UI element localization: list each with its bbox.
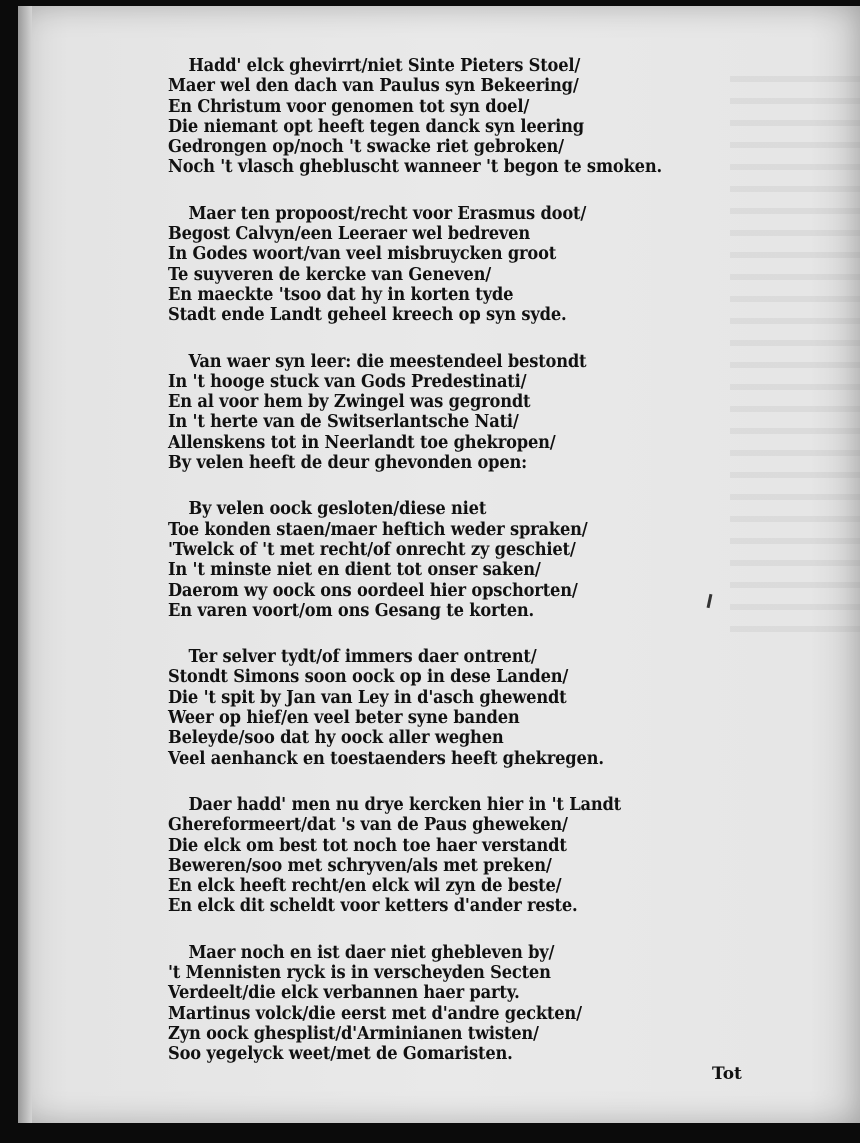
verse-line: Van waer syn leer: die meestendeel bestondt bbox=[188, 351, 587, 372]
verse-line: En Christum voor genomen tot syn doel/ bbox=[168, 96, 530, 117]
verse-line: Maer ten propoost/recht voor Erasmus doot/ bbox=[188, 203, 587, 224]
verse-line: Weer op hief/en veel beter syne banden bbox=[168, 708, 520, 729]
show-through-text bbox=[730, 76, 860, 636]
verse-line: In 't herte van de Switserlantsche Nati/ bbox=[168, 412, 519, 433]
verse-line: Maer noch en ist daer niet ghebleven by/ bbox=[188, 942, 555, 963]
verse-line: Te suyveren de kercke van Geneven/ bbox=[168, 264, 491, 285]
stanza-2 bbox=[168, 204, 728, 326]
verse-line: Die 't spit by Jan van Ley in d'asch ghewendt bbox=[168, 687, 567, 708]
verse-line: En varen voort/om ons Gesang te korten. bbox=[168, 600, 534, 621]
verse-line: Die niemant opt heeft tegen danck syn leering bbox=[168, 116, 584, 137]
verse-line: Hadd' elck ghevirrt/niet Sinte Pieters Stoel/ bbox=[188, 56, 581, 76]
verse-line: Allenskens tot in Neerlandt toe ghekropen/ bbox=[168, 432, 556, 453]
verse-line: Verdeelt/die elck verbannen haer party. bbox=[168, 983, 520, 1004]
verse-line: Toe konden staen/maer heftich weder spraken/ bbox=[168, 519, 588, 540]
stanza-1 bbox=[168, 56, 728, 178]
verse-line: En al voor hem by Zwingel was gegrondt bbox=[168, 392, 531, 413]
verse-line: En maeckte 'tsoo dat hy in korten tyde bbox=[168, 284, 514, 305]
verse-line: En elck dit scheldt voor ketters d'ander reste. bbox=[168, 896, 578, 917]
verse-line: Veel aenhanck en toestaenders heeft ghekregen. bbox=[168, 748, 604, 769]
verse-line: En elck heeft recht/en elck wil zyn de beste/ bbox=[168, 876, 562, 897]
verse-line: Zyn oock ghesplist/d'Arminianen twisten/ bbox=[168, 1023, 539, 1044]
verse-line: Martinus volck/die eerst met d'andre geckten/ bbox=[168, 1003, 582, 1024]
verse-line: Daerom wy oock ons oordeel hier opschorten/ bbox=[168, 580, 578, 601]
stanza-5 bbox=[168, 647, 728, 769]
verse-line: Noch 't vlasch ghebluscht wanneer 't begon te smoken. bbox=[168, 157, 662, 178]
verse-line: Die elck om best tot noch toe haer verstandt bbox=[168, 835, 567, 856]
verse-line: Begost Calvyn/een Leeraer wel bedreven bbox=[168, 224, 530, 245]
verse-line: In Godes woort/van veel misbruycken groot bbox=[168, 244, 557, 265]
verse-line: Daer hadd' men nu drye kercken hier in 't Landt bbox=[188, 794, 622, 815]
verse-line: Soo yegelyck weet/met de Gomaristen. bbox=[168, 1044, 513, 1065]
verse-line: In 't minste niet en dient tot onser saken/ bbox=[168, 560, 541, 581]
verse-line: Stadt ende Landt geheel kreech op syn syde. bbox=[168, 305, 567, 326]
catchword: Tot bbox=[712, 1064, 742, 1084]
verse-line: Stondt Simons soon oock op in dese Landen/ bbox=[168, 667, 569, 688]
verse-line: Beweren/soo met schryven/als met preken/ bbox=[168, 855, 552, 876]
stanza-3 bbox=[168, 352, 728, 474]
stanza-7 bbox=[168, 943, 728, 1065]
verse-line: In 't hooge stuck van Gods Predestinati/ bbox=[168, 371, 527, 392]
verse-line: 'Twelck of 't met recht/of onrecht zy geschiet/ bbox=[168, 539, 576, 560]
verse-line: Beleyde/soo dat hy oock aller weghen bbox=[168, 728, 504, 749]
verse-line: Ghereformeert/dat 's van de Paus gheweken/ bbox=[168, 815, 568, 836]
stanza-4 bbox=[168, 499, 728, 621]
verse-line: 't Mennisten ryck is in verscheyden Secten bbox=[168, 962, 551, 983]
book-page bbox=[18, 6, 860, 1123]
poem-text bbox=[168, 56, 728, 1090]
verse-line: Maer wel den dach van Paulus syn Bekeering/ bbox=[168, 76, 579, 97]
verse-line: By velen heeft de deur ghevonden open: bbox=[168, 453, 527, 474]
verse-line: Gedrongen op/noch 't swacke riet gebroken/ bbox=[168, 137, 564, 158]
verse-line: Ter selver tydt/of immers daer ontrent/ bbox=[188, 647, 537, 668]
stanza-6 bbox=[168, 795, 728, 917]
verse-line: By velen oock gesloten/diese niet bbox=[188, 499, 487, 520]
